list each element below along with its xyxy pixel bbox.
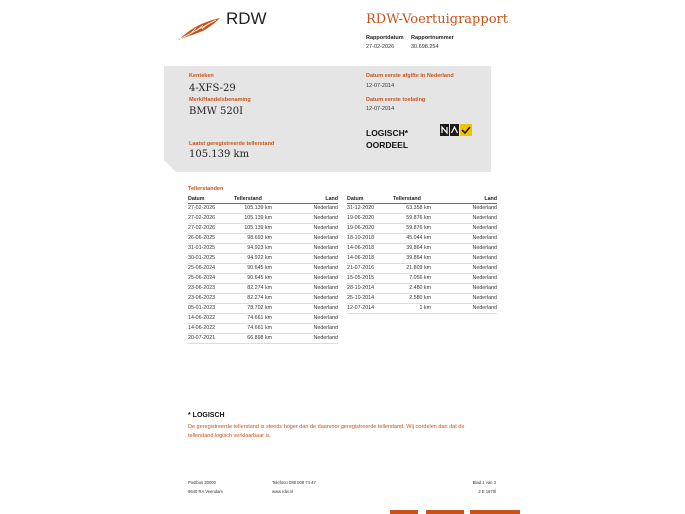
cell-reading: 105.139 km [234, 203, 276, 213]
footer-code: 3 E 1670l [478, 489, 496, 494]
first-nl-label: Datum eerste afgifte in Nederland [366, 73, 454, 79]
cell-reading: 2.480 km [393, 283, 435, 293]
cell-date: 12-07-2014 [347, 303, 393, 313]
cell-reading: 2.580 km [393, 293, 435, 303]
footer-address-line2: 9640 RA Veendam [188, 489, 223, 494]
cell-date: 19-06-2020 [347, 213, 393, 223]
table-row [347, 303, 497, 313]
column-header-country: Land [276, 195, 338, 203]
cell-date: 30-01-2025 [188, 253, 234, 263]
table-row [188, 243, 338, 253]
cell-reading: 90.645 km [234, 263, 276, 273]
odometer-table-left [188, 195, 338, 344]
cell-date: 25-10-2014 [347, 293, 393, 303]
column-header-date: Datum [347, 195, 393, 203]
cell-reading: 105.139 km [234, 223, 276, 233]
table-row [188, 323, 338, 333]
report-number [411, 35, 454, 50]
report-date-label: Rapportdatum [366, 35, 404, 41]
cell-reading: 82.274 km [234, 283, 276, 293]
table-row [188, 253, 338, 263]
report-date-value: 27-02-2026 [366, 44, 395, 50]
cell-date: 31-01-2025 [188, 243, 234, 253]
table-header-row [188, 195, 338, 203]
cell-country: Nederland [276, 203, 338, 213]
report-title: RDW-Voertuigrapport [366, 12, 508, 27]
footnote-text: De geregistreerde tellerstand is steeds hoger dan de daarvoor geregistreerde tellerstand. Wij oordelen dan dat de tellerstand logisch verklaarbaar is. [188, 424, 465, 439]
cell-country: Nederland [435, 243, 497, 253]
cell-reading: 82.274 km [234, 293, 276, 303]
cell-reading: 98.693 km [234, 233, 276, 243]
report-number-value: 30.698.254 [411, 44, 439, 50]
column-header-reading: Tellerstand [393, 195, 435, 203]
cell-reading: 39.864 km [393, 253, 435, 263]
table-row [188, 273, 338, 283]
cell-date: 27-02-2026 [188, 223, 234, 233]
cell-country: Nederland [435, 223, 497, 233]
first-admission-value: 12-07-2014 [366, 106, 395, 112]
table-row [347, 283, 497, 293]
table-row [188, 213, 338, 223]
table-row [347, 263, 497, 273]
table-row [188, 223, 338, 233]
cell-reading: 39.864 km [393, 243, 435, 253]
table-row [347, 203, 497, 213]
table-row [188, 233, 338, 243]
brand-name: RDW [226, 9, 267, 28]
footer-accent-bar [426, 510, 464, 514]
cell-date: 15-05-2015 [347, 273, 393, 283]
footer-website: www.rdw.nl [272, 489, 293, 494]
panel-corner-fold [164, 160, 176, 172]
cell-country: Nederland [276, 313, 338, 323]
cell-country: Nederland [276, 323, 338, 333]
cell-date: 20-07-2021 [188, 333, 234, 343]
table-row [188, 313, 338, 323]
table-row [188, 203, 338, 213]
table-row [347, 223, 497, 233]
cell-country: Nederland [276, 303, 338, 313]
table-row [347, 243, 497, 253]
cell-country: Nederland [276, 243, 338, 253]
rdw-feather-logo-icon [176, 16, 222, 42]
cell-country: Nederland [276, 333, 338, 343]
cell-country: Nederland [435, 233, 497, 243]
table-row [188, 303, 338, 313]
footer-phone: Telefoon 088 008 74 47 [272, 480, 316, 485]
table-row [347, 253, 497, 263]
verdict-line1: LOGISCH* [366, 128, 409, 138]
cell-date: 26-06-2025 [188, 233, 234, 243]
cell-country: Nederland [435, 283, 497, 293]
cell-date: 18-10-2018 [347, 233, 393, 243]
footer-page: Blad 1 van 3 [472, 480, 496, 485]
table-row [188, 283, 338, 293]
cell-reading: 74.661 km [234, 323, 276, 333]
table-header-row [347, 195, 497, 203]
cell-date: 25-06-2024 [188, 263, 234, 273]
cell-date: 28-10-2014 [347, 283, 393, 293]
make-value: BMW 520I [189, 106, 244, 117]
cell-date: 25-06-2024 [188, 273, 234, 283]
column-header-country: Land [435, 195, 497, 203]
cell-country: Nederland [435, 273, 497, 283]
cell-country: Nederland [435, 213, 497, 223]
cell-date: 14-06-2022 [188, 323, 234, 333]
first-admission-label: Datum eerste toelating [366, 97, 426, 103]
cell-date: 19-06-2020 [347, 223, 393, 233]
table-row [188, 333, 338, 343]
plate-label: Kenteken [189, 73, 214, 79]
cell-country: Nederland [276, 253, 338, 263]
cell-reading: 7.056 km [393, 273, 435, 283]
odometer-readings-title: Tellerstanden [188, 186, 224, 192]
cell-country: Nederland [435, 263, 497, 273]
cell-reading: 1 km [393, 303, 435, 313]
table-row [188, 293, 338, 303]
plate-value: 4-XFS-29 [189, 83, 236, 94]
footnote-title: * LOGISCH [188, 412, 225, 419]
cell-reading: 59.876 km [393, 213, 435, 223]
cell-country: Nederland [276, 263, 338, 273]
table-row [347, 213, 497, 223]
report-date [366, 35, 404, 50]
cell-reading: 78.702 km [234, 303, 276, 313]
cell-date: 05-01-2023 [188, 303, 234, 313]
cell-reading: 21.809 km [393, 263, 435, 273]
table-row [347, 293, 497, 303]
cell-reading: 90.645 km [234, 273, 276, 283]
cell-date: 23-06-2023 [188, 293, 234, 303]
cell-reading: 74.661 km [234, 313, 276, 323]
footer-address-line1: Postbus 30000 [188, 480, 216, 485]
cell-country: Nederland [435, 253, 497, 263]
cell-country: Nederland [276, 213, 338, 223]
first-nl-value: 12-07-2014 [366, 83, 395, 89]
cell-date: 14-06-2018 [347, 243, 393, 253]
cell-reading: 94.922 km [234, 253, 276, 263]
report-number-label: Rapportnummer [411, 35, 454, 41]
cell-date: 23-06-2023 [188, 283, 234, 293]
cell-date: 27-02-2026 [188, 213, 234, 223]
cell-reading: 66.898 km [234, 333, 276, 343]
verdict [366, 127, 408, 151]
odometer-value: 105.139 km [189, 149, 250, 160]
cell-date: 14-06-2022 [188, 313, 234, 323]
verdict-line2: OORDEEL [366, 140, 409, 150]
cell-country: Nederland [435, 303, 497, 313]
cell-reading: 105.139 km [234, 213, 276, 223]
table-row [188, 263, 338, 273]
cell-reading: 45.044 km [393, 233, 435, 243]
cell-date: 14-06-2018 [347, 253, 393, 263]
cell-reading: 63.358 km [393, 203, 435, 213]
odometer-label: Laatst geregistreerde tellerstand [189, 141, 275, 147]
cell-reading: 94.923 km [234, 243, 276, 253]
footer-accent-bar [390, 510, 418, 514]
cell-date: 21-07-2016 [347, 263, 393, 273]
table-row [347, 233, 497, 243]
cell-date: 27-02-2026 [188, 203, 234, 213]
cell-country: Nederland [276, 293, 338, 303]
cell-country: Nederland [276, 233, 338, 243]
table-row [347, 273, 497, 283]
cell-reading: 59.876 km [393, 223, 435, 233]
odometer-table-right [347, 195, 497, 314]
cell-country: Nederland [276, 273, 338, 283]
cell-date: 31-12-2020 [347, 203, 393, 213]
cell-country: Nederland [435, 293, 497, 303]
footer-accent-bar [470, 510, 520, 514]
cell-country: Nederland [276, 223, 338, 233]
nap-logo-icon [440, 124, 472, 136]
column-header-reading: Tellerstand [234, 195, 276, 203]
make-label: Merk/Handelsbenaming [189, 97, 251, 103]
cell-country: Nederland [276, 283, 338, 293]
cell-country: Nederland [435, 203, 497, 213]
column-header-date: Datum [188, 195, 234, 203]
